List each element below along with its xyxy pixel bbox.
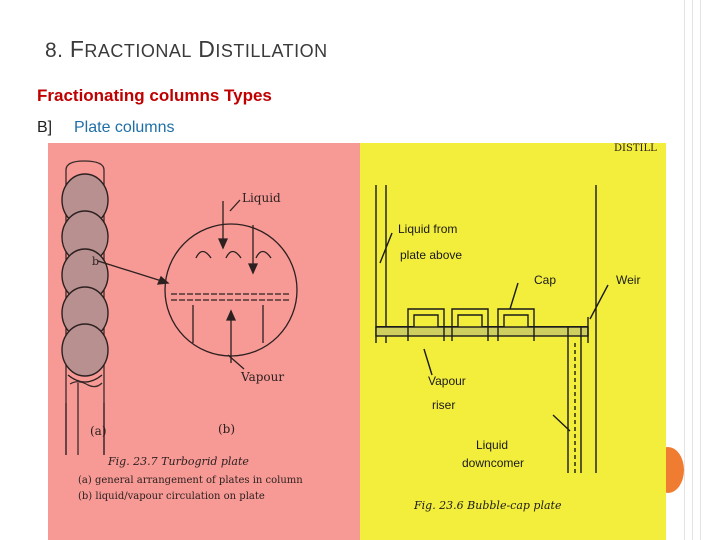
- plate-mark-label: b: [92, 255, 100, 268]
- title-word1-rest: RACTIONAL: [84, 41, 192, 61]
- caption-bubble-cap: Fig. 23.6 Bubble-cap plate: [414, 499, 562, 512]
- stacked-plates: [62, 174, 108, 376]
- figure-composite: [48, 143, 666, 540]
- label-liquid-right: Liquid: [476, 438, 509, 452]
- frame-line-3: [700, 0, 701, 540]
- label-vapour-right: Vapour: [428, 374, 466, 388]
- bullet-text: Plate columns: [74, 119, 175, 136]
- subheading: Fractionating columns Types: [37, 86, 272, 105]
- label-a: (a): [90, 424, 107, 438]
- label-b: (b): [218, 422, 236, 436]
- title-number: 8.: [45, 39, 64, 62]
- frame-line-1: [684, 0, 685, 540]
- caption-line2: (b) liquid/vapour circulation on plate: [78, 491, 265, 502]
- label-cap: Cap: [534, 273, 557, 287]
- label-liquid-from: Liquid from: [398, 222, 458, 236]
- bullet-marker: B]: [37, 119, 53, 136]
- label-vapour: Vapour: [241, 370, 285, 384]
- turbogrid-figure: [48, 143, 360, 540]
- caption-line1: (a) general arrangement of plates in column: [78, 475, 303, 486]
- bubble-cap-figure: [360, 143, 666, 540]
- title-word1-initial: F: [69, 36, 85, 62]
- caption-title: Fig. 23.7 Turbogrid plate: [108, 455, 249, 468]
- right-panel-background: [360, 143, 666, 540]
- slide-title: [45, 36, 328, 63]
- label-downcomer: downcomer: [462, 456, 525, 470]
- label-plate-above: plate above: [400, 248, 463, 262]
- title-word2-rest: ISTILLATION: [215, 41, 328, 61]
- title-word2-initial: D: [198, 36, 216, 62]
- header-partial: DISTILL: [614, 143, 657, 154]
- label-weir: Weir: [616, 273, 641, 287]
- frame-line-2: [692, 0, 693, 540]
- label-riser: riser: [432, 398, 456, 412]
- label-liquid: Liquid: [242, 191, 281, 205]
